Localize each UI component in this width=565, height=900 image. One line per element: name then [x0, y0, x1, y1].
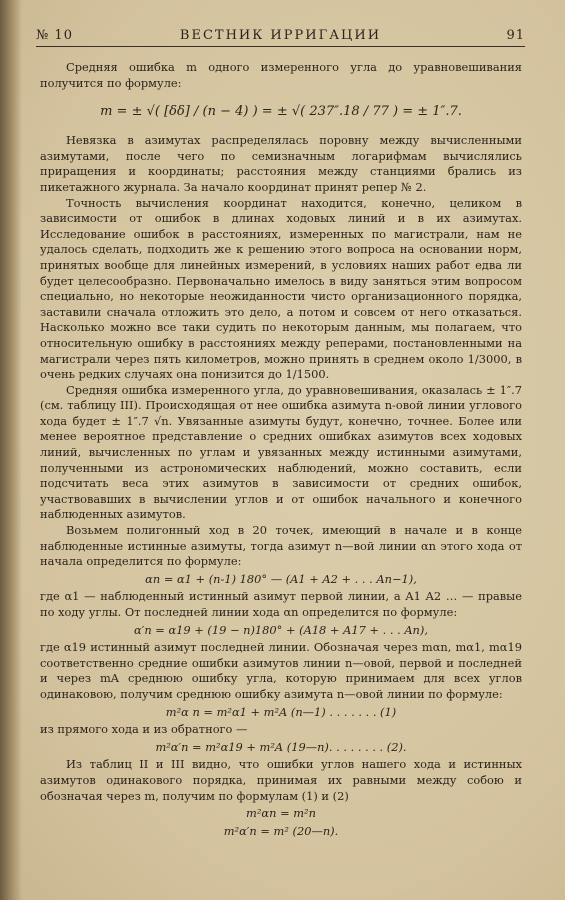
paragraph: Возьмем полигонный ход в 20 точек, имеющий в начале и в конце наблюденные истинные азимуты, тогда азимут n—вой линии αn этого хода от начала определится по формуле:: [40, 523, 522, 569]
formula-mean-error: m = ± √( [δδ] / (n − 4) ) = ± √( 237″.18 / 77 ) = ± 1″.7.: [100, 104, 462, 120]
running-header: [36, 28, 525, 48]
formula-result-2: m²α′n = m² (20—n).: [223, 823, 339, 838]
formula-azimuth-forward: αn = α1 + (n-1) 180° — (A1 + A2 + . . . An−1),: [145, 571, 417, 586]
binding-shadow: [0, 0, 22, 900]
formula-2: m²α′n = m²α19 + m²A (19—n). . . . . . . . (2).: [155, 739, 407, 754]
formula-1: m²α n = m²α1 + m²A (n—1) . . . . . . . (1): [165, 704, 397, 719]
header-rule: [36, 46, 525, 47]
paragraph: Средняя ошибка измеренного угла, до уравновешивания, оказалась ± 1″.7 (см. таблицу III). Происходящая от нее ошибка азимута n-овой линии углового хода будет ± 1″.7 √n. Увязанные азимуты будут, конечно, точнее. Более или менее вероятное представление о средних ошибках азимутов всех ходовых линий, вычисленных по углам и увязанных между истинными азимутами, полученными из астрономических наблюдений, можно составить, если подсчитать веса этих азимутов в зависимости от средних ошибок, участвовавших в вычислении углов и от ошибок начального и конечного наблюденных азимутов.: [40, 382, 522, 522]
page-number: 91: [506, 28, 525, 43]
paragraph: где α1 — наблюденный истинный азимут первой линии, а A1 A2 … — правые по ходу углы. От последней линии хода αn определится по формуле:: [40, 589, 522, 619]
paragraph: Средняя ошибка m одного измеренного угла до уравновешивания получится по формуле:: [40, 60, 522, 90]
article-body: [40, 60, 522, 841]
paragraph: где α19 истинный азимут последней линии. Обозначая через mαn, mα1, mα19 соответственно средние ошибки азимутов линии n—овой, первой и последней и через mA среднюю ошибку угла, которую принимаем для всех углов одинаковою, получим среднюю ошибку азимута n—овой линии по формуле:: [40, 640, 522, 701]
formula-result-1: m²αn = m²n: [246, 806, 316, 821]
paragraph: из прямого хода и из обратного —: [40, 722, 248, 737]
paragraph: Из таблиц II и III видно, что ошибки углов нашего хода и истинных азимутов одинакового порядка, принимая их равными между собою и обозначая через m, получим по формулам (1) и (2): [40, 757, 522, 803]
journal-title: ВЕСТНИК ИРРИГАЦИИ: [179, 28, 382, 43]
issue-number: № 10: [36, 28, 73, 43]
formula-azimuth-backward: α′n = α19 + (19 − n)180° + (A18 + A17 + . . . An),: [134, 622, 428, 637]
paragraph: Невязка в азимутах распределялась поровну между вычисленными азимутами, после чего по семизначным логарифмам вычислялись приращения и координаты; расстояния между станциями брались из пикетажного журнала. За начало координат принят репер № 2.: [40, 133, 522, 194]
paragraph: Точность вычисления координат находится, конечно, целиком в зависимости от ошибок в длинах ходовых линий и в их азимутах. Исследование ошибок в расстояниях, измеренных по магистрали, нам не удалось сделать, подходить же к решению этого вопроса на основании норм, принятых вообще для линейных измерений, в условиях наших работ едва ли будет целесообразно. Первоначально имелось в виду заняться этим вопросом специально, но некоторые неожиданности чисто организационного порядка, заставили сначала отложить это дело, а потом и совсем от него отказаться. Насколько можно все таки судить по некоторым данным, мы полагаем, что относительную ошибку в расстояниях между реперами, постановленными на магистрали через пять километров, можно принять в среднем около 1/3000, в очень редких случаях она понизится до 1/1500.: [40, 195, 522, 382]
